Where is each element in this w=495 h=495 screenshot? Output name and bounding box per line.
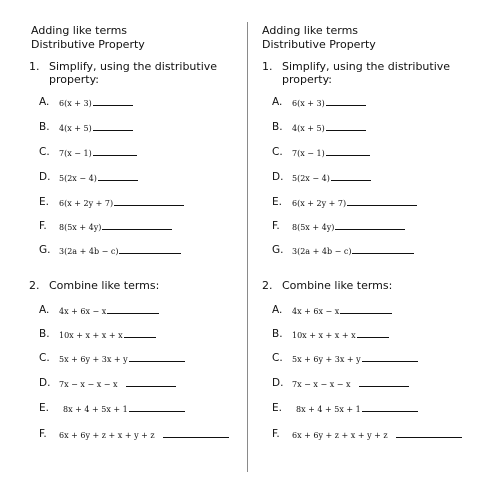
item-expression: 7x − x − x − x — [292, 378, 409, 390]
item-letter: B. — [272, 328, 283, 340]
worksheet-title: Adding like terms — [31, 24, 128, 37]
answer-blank[interactable] — [347, 197, 417, 206]
question-2-text: Combine like terms: — [49, 279, 160, 292]
item-letter: C. — [272, 352, 283, 364]
item-letter: D. — [272, 377, 284, 389]
item-letter: F. — [272, 428, 280, 440]
item-letter: B. — [39, 328, 50, 340]
question-2-number: 2. — [29, 279, 40, 292]
item-expression: 7(x − 1) — [292, 147, 370, 159]
answer-blank[interactable] — [102, 221, 172, 230]
item-expression: 4(x + 5) — [59, 122, 133, 134]
item-letter: D. — [39, 171, 51, 183]
answer-blank[interactable] — [119, 245, 181, 254]
answer-blank[interactable] — [326, 97, 366, 106]
question-1-text-cont: property: — [49, 73, 99, 86]
item-letter: F. — [39, 428, 47, 440]
answer-blank[interactable] — [326, 122, 366, 131]
item-letter: B. — [272, 121, 283, 133]
worksheet-title: Adding like terms — [262, 24, 359, 37]
item-expression: 6x + 6y + z + x + y + z — [59, 429, 229, 441]
answer-blank[interactable] — [340, 305, 392, 314]
item-expression: 8(5x + 4y) — [59, 221, 172, 233]
item-letter: B. — [39, 121, 50, 133]
answer-blank[interactable] — [352, 245, 414, 254]
item-expression: 7(x − 1) — [59, 147, 137, 159]
item-expression: 3(2a + 4b − c) — [59, 245, 181, 257]
item-expression: 3(2a + 4b − c) — [292, 245, 414, 257]
item-expression: 10x + x + x + x — [59, 329, 156, 341]
answer-blank[interactable] — [357, 329, 389, 338]
answer-blank[interactable] — [335, 221, 405, 230]
answer-blank[interactable] — [359, 378, 409, 387]
item-expression: 8(5x + 4y) — [292, 221, 405, 233]
answer-blank[interactable] — [98, 172, 138, 181]
item-expression: 8x + 4 + 5x + 1 — [296, 403, 418, 415]
answer-blank[interactable] — [107, 305, 159, 314]
item-expression: 5x + 6y + 3x + y — [292, 353, 418, 365]
item-expression: 4(x + 5) — [292, 122, 366, 134]
item-letter: A. — [272, 96, 283, 108]
answer-blank[interactable] — [163, 429, 229, 438]
item-letter: A. — [39, 304, 50, 316]
item-expression: 4x + 6x − x — [292, 305, 392, 317]
answer-blank[interactable] — [126, 378, 176, 387]
answer-blank[interactable] — [326, 147, 370, 156]
worksheet-subtitle: Distributive Property — [262, 38, 376, 51]
item-expression: 6(x + 2y + 7) — [292, 197, 417, 209]
answer-blank[interactable] — [124, 329, 156, 338]
answer-blank[interactable] — [362, 403, 418, 412]
answer-blank[interactable] — [93, 97, 133, 106]
item-letter: A. — [39, 96, 50, 108]
item-letter: A. — [272, 304, 283, 316]
item-expression: 4x + 6x − x — [59, 305, 159, 317]
worksheet-right — [247, 0, 477, 495]
item-letter: E. — [39, 402, 49, 414]
item-expression: 6(x + 3) — [292, 97, 366, 109]
item-expression: 7x − x − x − x — [59, 378, 176, 390]
question-1-number: 1. — [262, 60, 273, 73]
item-letter: C. — [272, 146, 283, 158]
item-letter: F. — [272, 220, 280, 232]
item-expression: 6(x + 2y + 7) — [59, 197, 184, 209]
answer-blank[interactable] — [129, 353, 185, 362]
answer-blank[interactable] — [114, 197, 184, 206]
item-letter: F. — [39, 220, 47, 232]
item-letter: E. — [39, 196, 49, 208]
answer-blank[interactable] — [93, 147, 137, 156]
question-1-number: 1. — [29, 60, 40, 73]
item-letter: E. — [272, 196, 282, 208]
question-1-text: Simplify, using the distributive — [282, 60, 451, 73]
answer-blank[interactable] — [362, 353, 418, 362]
item-letter: D. — [272, 171, 284, 183]
answer-blank[interactable] — [331, 172, 371, 181]
item-letter: E. — [272, 402, 282, 414]
item-letter: C. — [39, 352, 50, 364]
answer-blank[interactable] — [396, 429, 462, 438]
answer-blank[interactable] — [93, 122, 133, 131]
item-letter: G. — [272, 244, 284, 256]
answer-blank[interactable] — [129, 403, 185, 412]
item-expression: 6(x + 3) — [59, 97, 133, 109]
item-letter: C. — [39, 146, 50, 158]
worksheet-subtitle: Distributive Property — [31, 38, 145, 51]
item-expression: 5x + 6y + 3x + y — [59, 353, 185, 365]
question-2-text: Combine like terms: — [282, 279, 393, 292]
worksheet-left — [0, 0, 230, 495]
item-expression: 5(2x − 4) — [292, 172, 371, 184]
question-2-number: 2. — [262, 279, 273, 292]
item-letter: G. — [39, 244, 51, 256]
item-expression: 10x + x + x + x — [292, 329, 389, 341]
item-expression: 8x + 4 + 5x + 1 — [63, 403, 185, 415]
item-letter: D. — [39, 377, 51, 389]
item-expression: 5(2x − 4) — [59, 172, 138, 184]
item-expression: 6x + 6y + z + x + y + z — [292, 429, 462, 441]
question-1-text: Simplify, using the distributive — [49, 60, 218, 73]
question-1-text-cont: property: — [282, 73, 332, 86]
